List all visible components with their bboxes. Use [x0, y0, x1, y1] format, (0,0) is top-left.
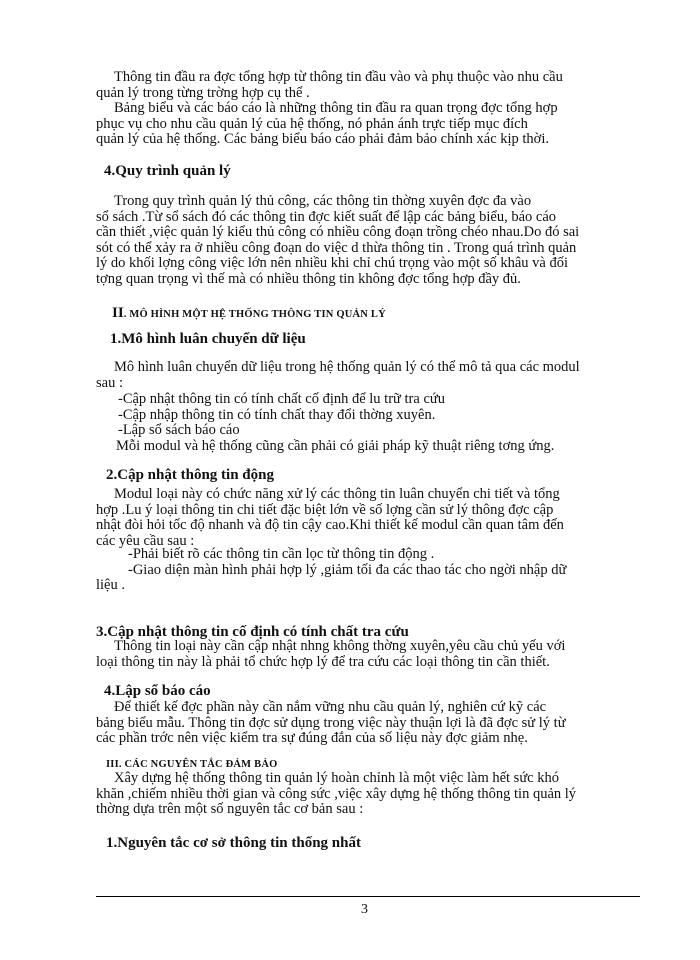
text-line: sổ sách .Từ sổ sách đó các thông tin đợc kiết suất để lập các bảng biểu, báo cáo	[96, 208, 557, 225]
paragraph-static-update	[96, 639, 640, 670]
text-line: khăn ,chiếm nhiều thời gian và công sức ,việc xây dựng hệ thống thông tin quản lý	[96, 785, 577, 802]
paragraph-principles	[96, 771, 640, 818]
text-line: sót có thể xảy ra ở nhiều công đoạn do việc d thừa thông tin . Trong quá trình quản	[96, 239, 577, 256]
text-line: Trong quy trình quản lý thủ công, các thông tin thờng xuyên đợc đa vào	[114, 193, 532, 209]
text-line: phục vụ cho nhu cầu quản lý của hệ thống, nó phản ánh trực tiếp mục đích	[96, 115, 528, 132]
section-title: . MÔ HÌNH MỘT HỆ THỐNG THÔNG TIN QUẢN LÝ	[123, 309, 386, 320]
section-heading-ii	[112, 304, 386, 322]
module-list	[118, 392, 638, 439]
text-line: tợng quan trọng vì thế mà có nhiều thông tin không đợc tổng hợp đầy đủ.	[96, 270, 521, 287]
text-line: quản lý của hệ thống. Các bảng biểu báo cáo phải đảm bảo chính xác kịp thời.	[96, 131, 550, 147]
paragraph-data-flow	[96, 360, 640, 391]
text-line: Modul loại này có chức năng xử lý các thông tin luân chuyển chi tiết và tổng	[114, 486, 560, 502]
heading-unified-info-principle: 1.Nguyên tắc cơ sở thông tin thống nhất	[106, 835, 361, 851]
list-item: -Cập nhật thông tin có tính chất cố định để lu trữ tra cứu	[118, 391, 445, 407]
text-line: nhật đòi hỏi tốc độ nhanh và độ tin cậy cao.Khi thiết kế modul cần quan tâm đến	[96, 517, 564, 533]
text-line: các yêu cầu sau :	[96, 532, 195, 549]
heading-dynamic-update: 2.Cập nhật thông tin động	[106, 467, 274, 483]
list-item: liệu .	[96, 577, 125, 593]
text-line: Bảng biểu và các báo cáo là những thông tin đầu ra quan trọng đợc tổng hợp	[114, 100, 558, 116]
text-line: Thông tin đầu ra đợc tổng hợp từ thông tin đầu vào và phụ thuộc vào nhu cầu	[114, 69, 563, 85]
text-line: Xây dựng hệ thống thông tin quản lý hoàn chỉnh là một việc làm hết sức khó	[114, 770, 559, 786]
text-line: hợp .Lu ý loại thông tin chi tiết đặc biệt lớn về số lợng cần sử lý thông đợc cập	[96, 501, 554, 518]
list-item: -Lập sổ sách báo cáo	[118, 422, 240, 438]
text-line: cần thiết ,việc quản lý kiểu thủ công có nhiều công đoạn trồng chéo nhau.Do đó sai	[96, 224, 580, 240]
text-line: quản lý trong từng trờng hợp cụ thể .	[96, 84, 310, 101]
paragraph-output-info	[96, 70, 640, 148]
paragraph-reporting	[96, 700, 640, 747]
text-line: lý do khối lợng công việc lớn nên nhiều khi chỉ chú trọng vào một số khâu và đối	[96, 255, 569, 271]
text-line: sau :	[96, 374, 123, 391]
footer-divider	[96, 896, 640, 897]
text-line: thờng dựa trên một số nguyên tắc cơ bản sau :	[96, 801, 364, 817]
section-heading-iii: III. CÁC NGUYÊN TẮC ĐẢM BẢO	[106, 759, 278, 770]
text-line: các phần trớc nên việc kiểm tra sự đúng đắn của số liệu này đợc giảm nhẹ.	[96, 730, 528, 746]
paragraph-module-solution: Mỗi modul và hệ thống cũng cần phải có giải pháp kỹ thuật riêng tơng ứng.	[116, 438, 555, 454]
heading-management-process: 4.Quy trình quản lý	[104, 163, 231, 179]
section-number: II	[112, 305, 124, 321]
heading-static-update: 3.Cập nhật thông tin cố định có tính chất tra cứu	[96, 624, 409, 640]
heading-reporting: 4.Lập sổ báo cáo	[104, 683, 211, 699]
paragraph-management-process	[96, 194, 640, 287]
text-line: bảng biểu mẫu. Thông tin đợc sử dụng trong việc này thuận lợi là đã đợc sử lý từ	[96, 714, 566, 731]
text-line: Thông tin loại này cần cập nhật nhng không thờng xuyên,yêu cầu chủ yếu với	[114, 638, 566, 654]
text-line: Để thiết kế đợc phần này cần nắm vững nhu cầu quản lý, nghiên cứ kỹ các	[114, 699, 547, 715]
text-line: loại thông tin này là phải tổ chức hợp lý để tra cứu các loại thông tin cần thiết.	[96, 653, 550, 670]
heading-data-flow-model: 1.Mô hình luân chuyển dữ liệu	[110, 331, 306, 347]
list-item: -Giao diện màn hình phải hợp lý ,giảm tối đa các thao tác cho ngời nhập dữ	[128, 561, 567, 578]
list-item: -Phải biết rõ các thông tin cần lọc từ thông tin động .	[128, 546, 435, 562]
paragraph-dynamic-update	[96, 487, 640, 549]
requirements-list	[96, 546, 640, 594]
text-line: Mô hình luân chuyển dữ liệu trong hệ thống quản lý có thể mô tả qua các modul	[114, 359, 580, 375]
page-number: 3	[361, 902, 368, 917]
list-item: -Cập nhập thông tin có tính chất thay đổi thờng xuyên.	[118, 406, 436, 423]
